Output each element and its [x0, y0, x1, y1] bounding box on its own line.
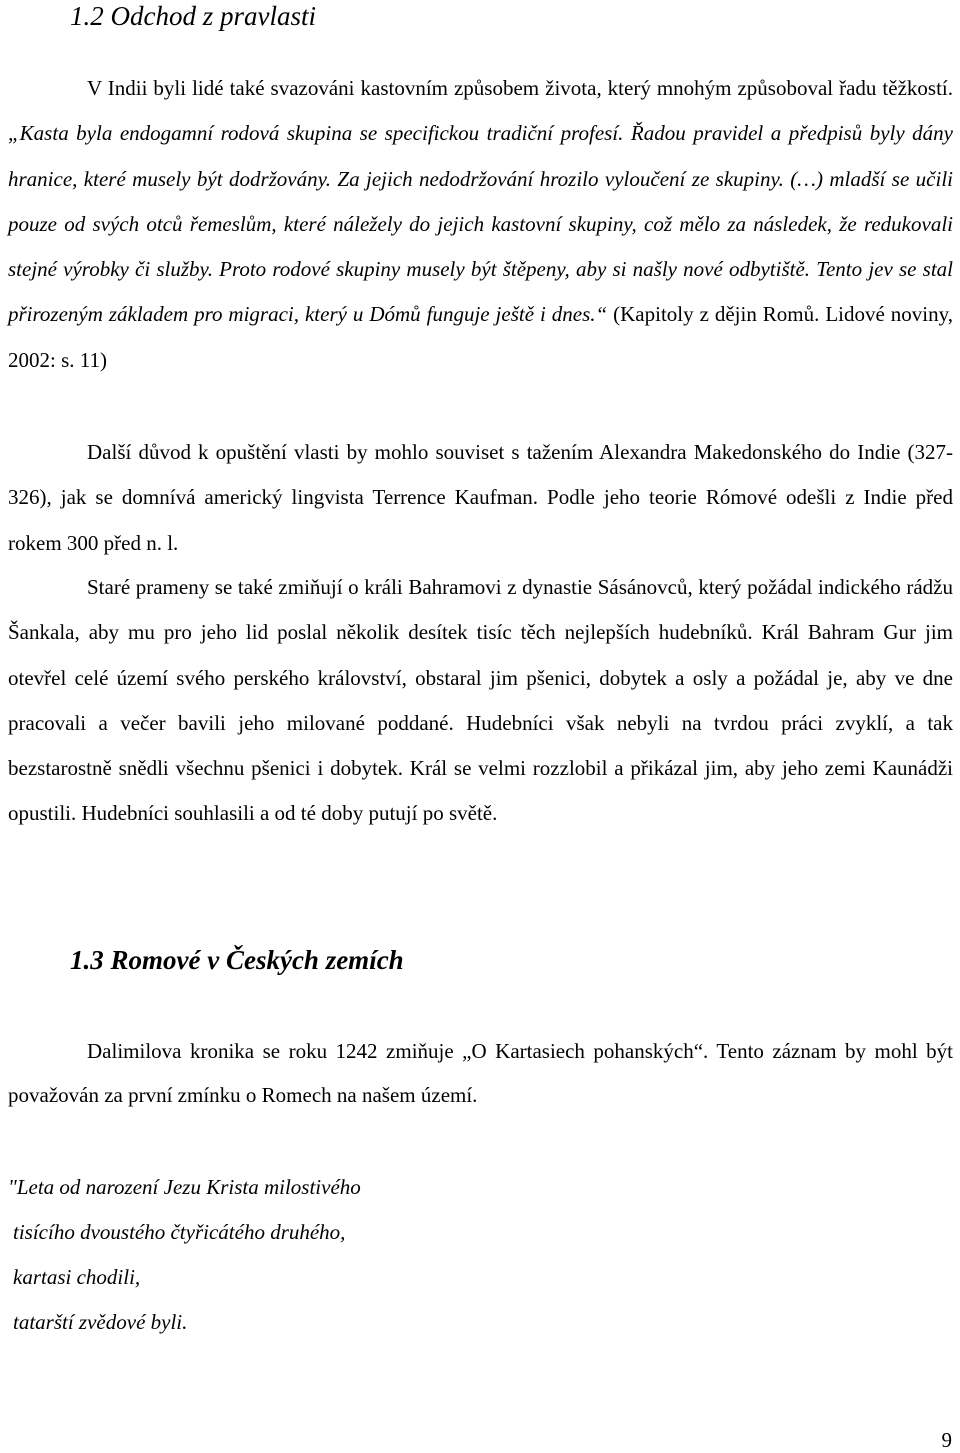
paragraph-kasta	[8, 66, 953, 383]
citation: (Kapitoly z dějin Romů. Lidové noviny, 2002: s. 11)	[8, 302, 953, 372]
section-heading-odchod: 1.2 Odchod z pravlasti	[70, 1, 316, 31]
poem-line: kartasi chodili,	[13, 1265, 141, 1289]
poem-line: tatarští zvědové byli.	[13, 1310, 188, 1334]
poem-line: tisícího dvoustého čtyřicátého druhého,	[13, 1220, 346, 1244]
paragraph-bahram: Staré prameny se také zmiňují o králi Bahramovi z dynastie Sásánovců, který požádal indického rádžu Šankala, aby mu pro jeho lid poslal několik desítek tisíc těch nejlepších hudebníků. Král Bahram Gur jim otevřel celé území svého perského království, obstaral jim pšenici, dobytek a osly a požádal je, aby ve dne pracovali a večer bavili jeho milované poddané. Hudebníci však nebyli na tvrdou práci zvyklí, a tak bezstarostně snědli všechnu pšenici i dobytek. Král se velmi rozzlobil a přikázal jim, aby jeho zemi Kaunádži opustili. Hudebníci souhlasili a od té doby putují po světě.	[8, 575, 953, 826]
page-number: 9	[941, 1428, 952, 1452]
paragraph-alexandr: Další důvod k opuštění vlasti by mohlo souviset s tažením Alexandra Makedonského do Indie (327-326), jak se domnívá americký lingvista Terrence Kaufman. Podle jeho teorie Rómové odešli z Indie před rokem 300 před n. l.	[8, 440, 953, 555]
poem-quote	[8, 1165, 361, 1345]
poem-line: "Leta od narození Jezu Krista milostivého	[8, 1175, 361, 1199]
quote-text: „Kasta byla endogamní rodová skupina se specifickou tradiční profesí. Řadou pravidel a předpisů byly dány hranice, které musely být dodržovány. Za jejich nedodržování hrozilo vyloučení ze skupiny. (…) mladší se učili pouze od svých otců řemeslům, které náležely do jejich kastovní skupiny, což mělo za následek, že redukovali stejné výrobky či služby. Proto rodové skupiny musely být štěpeny, aby si našly nové odbytiště. Tento jev se stal přirozeným základem pro migraci, který u Dómů funguje ještě i dnes.“	[8, 121, 953, 327]
section-heading-romove: 1.3 Romové v Českých zemích	[70, 945, 404, 975]
paragraph-dalimil: Dalimilova kronika se roku 1242 zmiňuje „O Kartasiech pohanských“. Tento záznam by mohl být považován za první zmínku o Romech na našem území.	[8, 1039, 953, 1107]
paragraph-lead: V Indii byli lidé také svazováni kastovním způsobem života, který mnohým způsoboval řadu těžkostí.	[87, 76, 953, 100]
